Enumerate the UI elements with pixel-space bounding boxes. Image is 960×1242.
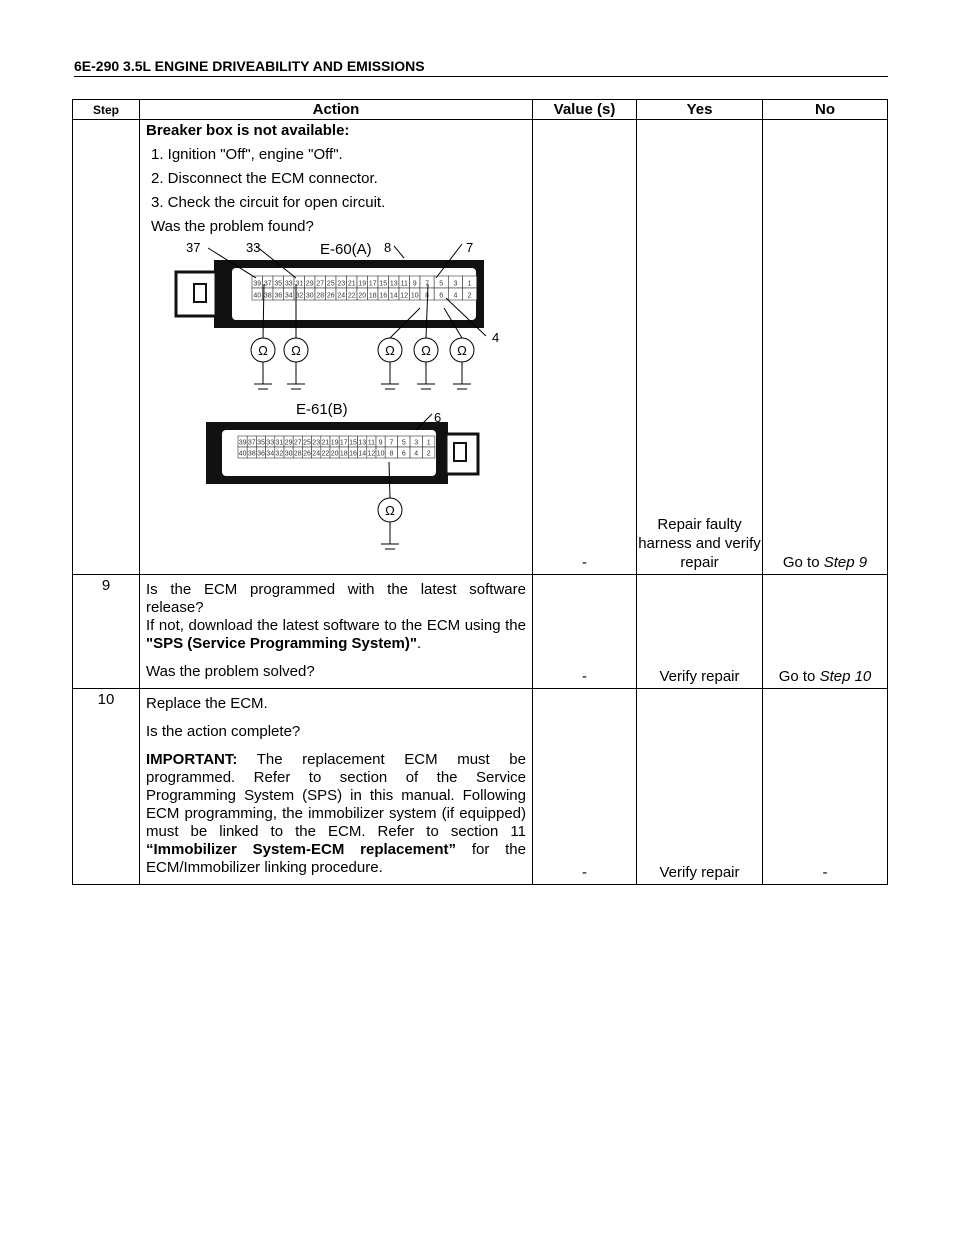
pin-number: 23 <box>312 439 321 447</box>
pin-number: 31 <box>275 439 284 447</box>
callout-37: 37 <box>186 240 201 255</box>
callout-4: 4 <box>492 330 500 345</box>
meters-b <box>378 498 402 549</box>
ohm-symbol: Ω <box>291 343 301 358</box>
pin-number: 19 <box>330 439 339 447</box>
pin-number: 5 <box>401 439 406 447</box>
list-item: 1. Ignition "Off", engine "Off". <box>151 146 343 163</box>
table-row <box>73 575 888 689</box>
pin-number: 1 <box>426 439 431 447</box>
ohm-symbol: Ω <box>457 343 467 358</box>
pin-number: 27 <box>316 280 325 288</box>
yes-cell: Verify repair <box>637 689 763 885</box>
pin-number: 12 <box>367 450 376 458</box>
important-label: IMPORTANT: <box>146 751 238 768</box>
ohm-symbol: Ω <box>385 503 395 518</box>
pin-number: 8 <box>425 292 430 300</box>
pin-number: 38 <box>263 292 272 300</box>
pin-number: 2 <box>426 450 431 458</box>
connector-b-latch-slot <box>454 443 466 461</box>
yes-cell: Verify repair <box>637 575 763 689</box>
no-prefix: Go to <box>778 668 820 685</box>
step-column-header: Step <box>73 100 140 120</box>
pin-number: 28 <box>293 450 302 458</box>
pin-number: 15 <box>379 280 388 288</box>
pin-number: 21 <box>347 280 356 288</box>
pin-number: 22 <box>321 450 330 458</box>
sps-reference: "SPS (Service Programming System)" <box>146 635 417 652</box>
pin-number: 37 <box>247 439 256 447</box>
connector-b <box>206 422 478 484</box>
callout-6: 6 <box>434 410 442 425</box>
step-cell <box>73 120 140 575</box>
ohm-symbol: Ω <box>258 343 268 358</box>
pin-number: 7 <box>425 280 430 288</box>
value-column-header: Value (s) <box>533 100 637 120</box>
step-cell: 10 <box>73 689 140 885</box>
connector-b-key <box>216 438 222 468</box>
list-item: 2. Disconnect the ECM connector. <box>151 170 378 187</box>
procedure-table <box>72 99 888 885</box>
pin-number: 29 <box>284 439 293 447</box>
pin-number: 20 <box>358 292 367 300</box>
value-cell: - <box>533 120 637 575</box>
pin-number: 14 <box>358 450 367 458</box>
connector-a-latch-slot <box>194 284 206 302</box>
list-item: 3. Check the circuit for open circuit. <box>151 194 386 211</box>
pin-number: 31 <box>295 280 304 288</box>
row9-text2-prefix: If not, download the latest software to the ECM using the <box>146 617 526 634</box>
pin-number: 24 <box>337 292 346 300</box>
ohm-symbol: Ω <box>421 343 431 358</box>
action-column-header: Action <box>140 100 533 120</box>
pin-number: 10 <box>410 292 419 300</box>
pin-number: 1 <box>467 280 472 288</box>
pin-number: 18 <box>368 292 377 300</box>
pin-number: 11 <box>367 439 376 447</box>
pin-number: 16 <box>379 292 388 300</box>
pin-number: 9 <box>412 280 417 288</box>
pin-number: 18 <box>339 450 348 458</box>
pin-number: 34 <box>284 292 293 300</box>
value-cell: - <box>533 575 637 689</box>
step-link[interactable]: Step 10 <box>819 668 872 685</box>
question: Is the action complete? <box>146 723 301 740</box>
pin-number: 40 <box>253 292 262 300</box>
page-header: 6E-290 3.5L ENGINE DRIVEABILITY AND EMISSIONS <box>74 58 888 77</box>
pin-number: 30 <box>284 450 293 458</box>
action-cell <box>140 120 533 575</box>
pin-number: 22 <box>347 292 356 300</box>
row9-text1: Is the ECM programmed with the latest software release? <box>146 581 526 616</box>
immobilizer-reference: “Immobilizer System-ECM replacement” <box>146 841 457 858</box>
pin-number: 27 <box>293 439 302 447</box>
important-text1: The replacement ECM must be programmed. Refer to section of the Service Programming System (SPS) in this manual. Following ECM programming, the immobilizer system (if equipped) must be linked to the ECM. Refer to section 11 <box>146 751 526 840</box>
pin-number: 15 <box>349 439 357 447</box>
pin-number: 25 <box>303 439 311 447</box>
pin-number: 21 <box>321 439 330 447</box>
no-cell <box>763 120 888 575</box>
meters-a <box>251 338 474 389</box>
pin-number: 39 <box>253 280 262 288</box>
pin-number: 34 <box>266 450 275 458</box>
yes-cell: Repair faulty harness and verify repair <box>637 120 763 575</box>
action-cell <box>140 575 533 689</box>
connector-a-label: E-60(A) <box>320 241 372 258</box>
pin-number: 14 <box>389 292 398 300</box>
connector-b-label: E-61(B) <box>296 401 348 418</box>
callout-7: 7 <box>466 240 474 255</box>
pin-number: 38 <box>247 450 256 458</box>
pin-number: 28 <box>316 292 325 300</box>
question: Was the problem found? <box>151 218 314 235</box>
pin-number: 4 <box>414 450 419 458</box>
pin-number: 29 <box>305 280 314 288</box>
ohm-symbol: Ω <box>385 343 395 358</box>
row9-text2 <box>146 617 526 653</box>
callout-33: 33 <box>246 240 261 255</box>
pin-number: 6 <box>439 292 444 300</box>
pin-number: 20 <box>330 450 339 458</box>
no-cell: - <box>763 689 888 885</box>
question: Was the problem solved? <box>146 663 315 680</box>
connector-diagram <box>146 238 526 558</box>
no-column-header: No <box>763 100 888 120</box>
pin-number: 35 <box>274 280 283 288</box>
pin-number: 32 <box>275 450 284 458</box>
pin-number: 19 <box>358 280 367 288</box>
pin-number: 11 <box>400 280 408 288</box>
pin-number: 17 <box>339 439 348 447</box>
pin-number: 10 <box>376 450 385 458</box>
value-cell: - <box>533 689 637 885</box>
connector-a <box>176 260 484 328</box>
step-cell: 9 <box>73 575 140 689</box>
breaker-heading: Breaker box is not available: <box>146 122 350 139</box>
pin-number: 13 <box>358 439 367 447</box>
pin-number: 36 <box>274 292 283 300</box>
no-prefix: Go to <box>782 554 824 571</box>
pin-number: 33 <box>266 439 275 447</box>
no-cell <box>763 575 888 689</box>
pin-number: 17 <box>368 280 377 288</box>
pin-number: 4 <box>453 292 458 300</box>
pin-number: 24 <box>312 450 321 458</box>
pin-number: 25 <box>326 280 335 288</box>
pin-number: 35 <box>257 439 265 447</box>
pin-number: 26 <box>303 450 311 458</box>
pin-number: 12 <box>400 292 409 300</box>
pin-number: 3 <box>414 439 419 447</box>
yes-column-header: Yes <box>637 100 763 120</box>
pin-number: 32 <box>295 292 304 300</box>
callout-8: 8 <box>384 240 392 255</box>
pin-number: 9 <box>378 439 383 447</box>
row9-text2-suffix: . <box>417 635 422 652</box>
pin-number: 33 <box>284 280 293 288</box>
table-row <box>73 689 888 885</box>
pin-number: 30 <box>305 292 314 300</box>
pin-number: 36 <box>257 450 265 458</box>
pin-number: 5 <box>439 280 444 288</box>
pin-number: 37 <box>263 280 272 288</box>
table-row <box>73 120 888 575</box>
connector-b-pins <box>238 436 435 458</box>
connector-a-pins <box>252 276 477 300</box>
action-cell <box>140 689 533 885</box>
pin-number: 40 <box>238 450 247 458</box>
pin-number: 8 <box>389 450 394 458</box>
pin-number: 3 <box>453 280 458 288</box>
pin-number: 13 <box>389 280 398 288</box>
table-header-row <box>73 100 888 120</box>
pin-number: 7 <box>389 439 394 447</box>
pin-number: 23 <box>337 280 346 288</box>
pin-number: 2 <box>467 292 472 300</box>
pin-number: 6 <box>401 450 406 458</box>
connector-a-key <box>226 278 232 310</box>
pin-number: 39 <box>238 439 247 447</box>
step-link[interactable]: Step 9 <box>823 554 868 571</box>
pin-number: 26 <box>326 292 335 300</box>
important-note <box>146 751 526 877</box>
row10-text1: Replace the ECM. <box>146 695 268 712</box>
pin-number: 16 <box>349 450 357 458</box>
important-text2: for the ECM/Immobilizer linking procedure. <box>146 841 526 876</box>
connector-b-key <box>436 438 442 468</box>
